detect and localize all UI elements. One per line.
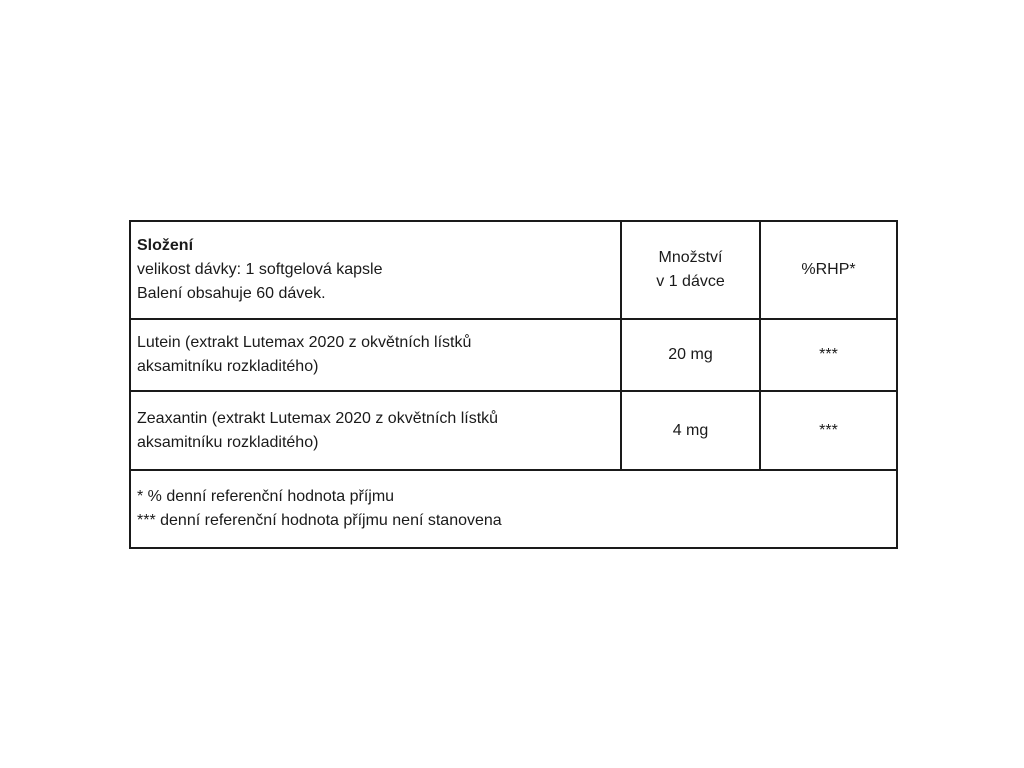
serving-size-text: velikost dávky: 1 softgelová kapsle xyxy=(137,261,383,278)
ingredient-rhp: *** xyxy=(819,346,838,363)
table-row xyxy=(130,319,897,391)
footnote-rhp: * % denní referenční hodnota příjmu xyxy=(137,488,395,505)
footnote-cell xyxy=(130,470,897,548)
composition-table xyxy=(129,220,898,549)
ingredient-amount: 4 mg xyxy=(672,421,709,439)
ingredient-name-line1: Zeaxantin (extrakt Lutemax 2020 z okvětních lístků xyxy=(137,409,499,427)
amount-header-line2: v 1 dávce xyxy=(656,273,725,290)
ingredient-name-cell xyxy=(130,319,621,391)
composition-title: Složení xyxy=(137,237,194,254)
ingredient-name-line1: Lutein (extrakt Lutemax 2020 z okvětních lístků xyxy=(137,334,472,351)
ingredient-name-cell xyxy=(130,391,621,470)
ingredient-rhp: *** xyxy=(819,421,838,439)
amount-header-line1: Množství xyxy=(658,249,723,266)
ingredient-amount-cell xyxy=(621,319,760,391)
table-header-row xyxy=(130,221,897,319)
ingredient-amount: 20 mg xyxy=(668,346,713,363)
header-amount-cell xyxy=(621,221,760,319)
ingredient-amount-cell xyxy=(621,391,760,470)
footnote-not-established: *** denní referenční hodnota příjmu není stanovena xyxy=(137,512,502,529)
footnote-row xyxy=(130,470,897,548)
header-rhp-cell xyxy=(760,221,897,319)
ingredient-name-line2: aksamitníku rozkladitého) xyxy=(137,358,319,375)
ingredient-rhp-cell xyxy=(760,391,897,470)
rhp-header: %RHP* xyxy=(801,261,856,278)
package-text: Balení obsahuje 60 dávek. xyxy=(137,285,326,302)
composition-table-container xyxy=(129,220,896,547)
header-composition-cell xyxy=(130,221,621,319)
ingredient-rhp-cell xyxy=(760,319,897,391)
table-row xyxy=(130,391,897,470)
ingredient-name-line2: aksamitníku rozkladitého) xyxy=(137,433,319,451)
